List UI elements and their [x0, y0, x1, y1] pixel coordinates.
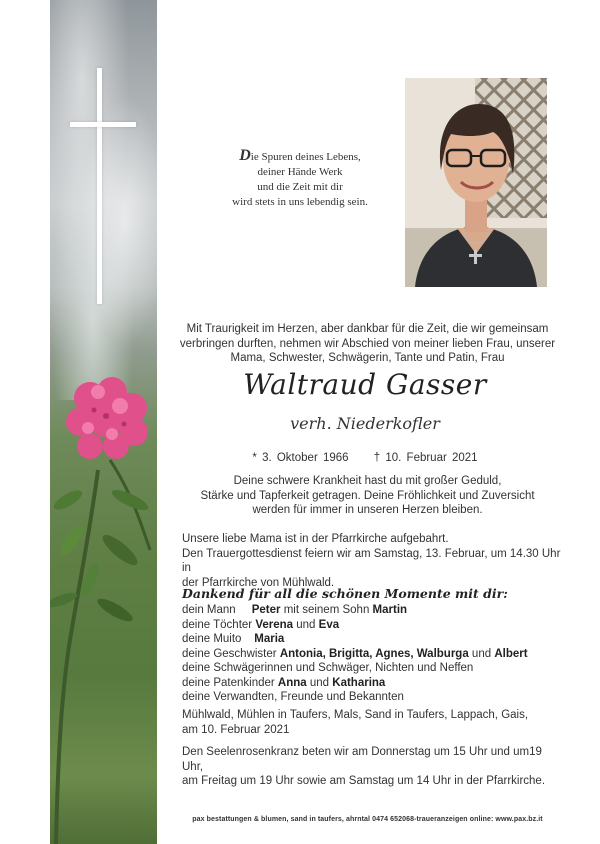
mist-overlay: [50, 0, 157, 400]
married-name: verh. Niederkofler: [290, 414, 440, 433]
life-dates: [160, 452, 570, 464]
list-item: [182, 632, 562, 647]
sibling-names: Antonia, Brigitta, Agnes, Walburga: [279, 647, 469, 660]
intro-line-3: Mama, Schwester, Schwägerin, Tante und Patin, Frau: [230, 352, 505, 364]
verse-line-2: deiner Hände Werk: [257, 166, 343, 178]
muito-prefix: deine Muito: [182, 633, 242, 645]
husband-prefix: dein Mann: [182, 604, 236, 616]
death-date: † 10. Februar 2021: [373, 452, 478, 464]
cross-icon-horizontal: [70, 122, 136, 127]
tribute-text: [175, 474, 560, 518]
list-item: [182, 676, 562, 691]
funeral-service-info: [182, 532, 562, 590]
verse-line-4: wird stets in uns lebendig sein.: [232, 196, 368, 208]
memorial-verse: [200, 148, 400, 210]
birth-date: * 3. Oktober 1966: [252, 452, 349, 464]
husband-name: Peter: [251, 604, 281, 616]
cross-icon-vertical: [97, 68, 102, 304]
alpine-rose-flower-image: [50, 350, 157, 844]
muito-name: Maria: [254, 633, 285, 645]
list-item: [182, 618, 562, 633]
portrait-photo: [405, 78, 547, 287]
daughters-prefix: deine Töchter: [182, 618, 253, 631]
conjunction: und: [296, 618, 316, 631]
place-line-2: am 10. Februar 2021: [182, 723, 290, 736]
verse-line-3: und die Zeit mit dir: [257, 181, 343, 193]
daughter-name-2: Eva: [318, 618, 340, 631]
conjunction: und: [309, 676, 330, 689]
tribute-line-1: Deine schwere Krankheit hast du mit großer Geduld,: [233, 475, 502, 487]
rosary-line-2: am Freitag um 19 Uhr sowie am Samstag um 14 Uhr in der Pfarrkirche.: [182, 775, 546, 787]
siblings-prefix: deine Geschwister: [182, 647, 277, 660]
mass-line-3: der Pfarrkirche von Mühlwald.: [182, 576, 335, 589]
godchild-name-2: Katharina: [332, 676, 386, 689]
list-item: deine Verwandten, Freunde und Bekannten: [182, 691, 404, 703]
conjunction: und: [471, 647, 492, 660]
deceased-name: Waltraud Gasser: [243, 368, 487, 401]
list-item: deine Schwägerinnen und Schwäger, Nichten und Neffen: [182, 662, 474, 674]
tribute-line-2: Stärke und Tapferkeit getragen. Deine Fröhlichkeit und Zuversicht: [200, 489, 535, 502]
rosary-line-1: Den Seelenrosenkranz beten wir am Donnerstag um 15 Uhr und um19 Uhr,: [182, 746, 542, 773]
godchild-name-1: Anna: [277, 676, 307, 689]
mass-line-2: Den Trauergottesdienst feiern wir am Samstag, 13. Februar, um 14.30 Uhr in: [182, 547, 561, 574]
list-item: [182, 647, 562, 662]
place-and-date: [182, 708, 562, 737]
mass-line-1: Unsere liebe Mama ist in der Pfarrkirche aufgebahrt.: [182, 533, 449, 545]
daughter-name-1: Verena: [255, 618, 294, 631]
portrait-image: [405, 78, 547, 287]
intro-line-1: Mit Traurigkeit im Herzen, aber dankbar für die Zeit, die wir gemeinsam: [186, 323, 549, 335]
funeral-home-footer: pax bestattungen & blumen, sand in taufers, ahrntal 0474 652068-traueranzeigen online: www.pax.bz.it: [192, 816, 543, 823]
rosary-info: [182, 745, 562, 789]
thanks-heading: Dankend für all die schönen Momente mit dir:: [182, 586, 508, 601]
husband-mid: mit seinem Sohn: [283, 604, 370, 616]
list-item: [182, 603, 562, 618]
decorative-photo-strip: [50, 0, 157, 844]
godchildren-prefix: deine Patenkinder: [182, 676, 275, 689]
son-name: Martin: [372, 604, 408, 616]
verse-line-1: ie Spuren deines Lebens,: [250, 151, 361, 163]
intro-line-2: verbringen durften, nehmen wir Abschied von meiner lieben Frau, unserer: [179, 337, 556, 350]
announcement-intro: [175, 322, 560, 366]
mourners-list: [182, 603, 562, 705]
verse-initial: D: [239, 147, 251, 164]
tribute-line-3: werden für immer in unseren Herzen bleiben.: [252, 504, 483, 516]
place-line-1: Mühlwald, Mühlen in Taufers, Mals, Sand in Taufers, Lappach, Gais,: [182, 709, 529, 721]
sibling-name-last: Albert: [494, 647, 528, 660]
